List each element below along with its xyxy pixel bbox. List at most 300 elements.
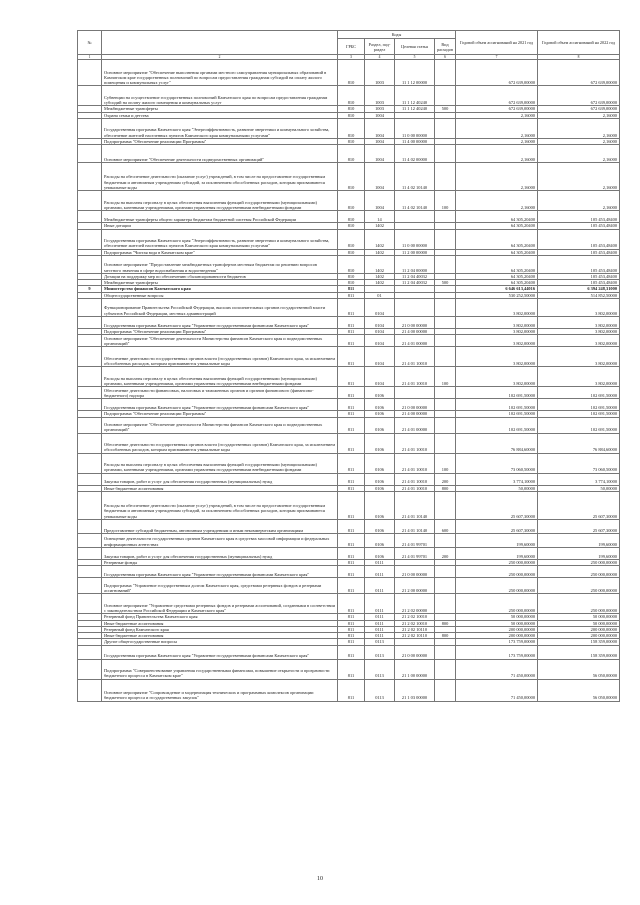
row-volume-2021: 2,16000 xyxy=(456,119,538,139)
row-volume-2021: 2,16000 xyxy=(456,163,538,191)
row-number xyxy=(78,86,102,106)
header-name xyxy=(102,31,338,55)
row-number xyxy=(78,335,102,347)
table-row xyxy=(78,86,620,106)
row-volume-2021: 530 252,50000 xyxy=(456,292,538,298)
table-row xyxy=(78,211,620,223)
index-cell: 2 xyxy=(102,55,338,60)
row-volume-2021: 2,16000 xyxy=(456,139,538,145)
row-section: 1004 xyxy=(365,145,395,163)
row-target-article: 21 4 01 00000 xyxy=(395,417,435,433)
row-volume-2021: 50 000,00000 xyxy=(456,614,538,620)
row-section: 1402 xyxy=(365,223,395,229)
row-volume-2021: 64 305,20400 xyxy=(456,229,538,249)
row-expense-type xyxy=(435,335,456,347)
header-expense-type: Вид расходов xyxy=(435,39,456,55)
row-volume-2021: 71 450,00000 xyxy=(456,659,538,679)
row-section: 1402 xyxy=(365,249,395,255)
row-name: Закупка товаров, работ и услуг для обеспечения государственных (муниципальных) нужд xyxy=(102,473,338,485)
row-name: Закупка товаров, работ и услуг для обеспечения государственных (муниципальных) нужд xyxy=(102,547,338,559)
row-grbs: 811 xyxy=(338,566,365,578)
row-volume-2021: 672 639,00000 xyxy=(456,106,538,112)
row-expense-type xyxy=(435,163,456,191)
row-grbs: 811 xyxy=(338,417,365,433)
row-name: Обеспечение деятельности государственных органов власти (государственных органов) Камчатского края, за исключением обособленных расходов, которым присваиваются уникальные коды xyxy=(102,433,338,453)
row-grbs: 810 xyxy=(338,163,365,191)
row-volume-2022: 200 000,00000 xyxy=(538,626,620,632)
row-volume-2021: 102 691,50000 xyxy=(456,411,538,417)
row-volume-2022: 250 000,00000 xyxy=(538,594,620,614)
row-volume-2021: 199,60000 xyxy=(456,533,538,547)
row-volume-2021: 102 691,50000 xyxy=(456,387,538,399)
row-volume-2022: 2,16000 xyxy=(538,119,620,139)
row-expense-type: 800 xyxy=(435,485,456,491)
row-volume-2021: 199,60000 xyxy=(456,547,538,559)
row-grbs: 811 xyxy=(338,645,365,659)
row-target-article: 21 2 02 10010 xyxy=(395,614,435,620)
row-target-article: 21 4 01 10010 xyxy=(395,347,435,367)
row-grbs: 811 xyxy=(338,633,365,639)
row-grbs: 811 xyxy=(338,626,365,632)
row-name: Субвенции на осуществление государственных полномочий Камчатского края по вопросам предоставления гражданам субсидий на оплату жилого помещения и коммунальных услуг xyxy=(102,86,338,106)
row-section: 0104 xyxy=(365,347,395,367)
row-target-article: 11 2 00 00000 xyxy=(395,249,435,255)
row-number xyxy=(78,211,102,223)
table-row xyxy=(78,347,620,367)
row-volume-2021: 64 305,20400 xyxy=(456,211,538,223)
row-grbs: 810 xyxy=(338,249,365,255)
row-volume-2022: 105 453,48400 xyxy=(538,249,620,255)
row-volume-2021: 250 000,00000 xyxy=(456,594,538,614)
row-expense-type: 100 xyxy=(435,453,456,473)
row-name: Иные дотации xyxy=(102,223,338,229)
index-cell: 1 xyxy=(78,55,102,60)
row-name: Освещение деятельности государственных органов Камчатского края в средствах массовой информации и федеральных информационных агентствах xyxy=(102,533,338,547)
row-section: 0113 xyxy=(365,639,395,645)
row-volume-2021: 64 305,20400 xyxy=(456,280,538,286)
row-expense-type xyxy=(435,659,456,679)
row-expense-type xyxy=(435,533,456,547)
table-row xyxy=(78,335,620,347)
row-number xyxy=(78,566,102,578)
row-target-article xyxy=(395,387,435,399)
row-section: 0111 xyxy=(365,566,395,578)
row-volume-2022: 6 394 248,31000 xyxy=(538,286,620,292)
row-volume-2022: 76 884,60000 xyxy=(538,433,620,453)
row-section: 0111 xyxy=(365,626,395,632)
row-grbs: 810 xyxy=(338,280,365,286)
row-name: Государственная программа Камчатского края "Управление государственными финансами Камчатского края" xyxy=(102,399,338,411)
row-section: 0106 xyxy=(365,453,395,473)
row-volume-2021: 2,16000 xyxy=(456,112,538,118)
row-grbs: 811 xyxy=(338,399,365,411)
row-number xyxy=(78,255,102,273)
table-row xyxy=(78,255,620,273)
row-name: Подпрограмма "Управление государственным долгом Камчатского края, средствами резервных фондов и резервами ассигнований" xyxy=(102,578,338,594)
row-expense-type xyxy=(435,387,456,399)
row-target-article: 21 1 00 00000 xyxy=(395,659,435,679)
row-number xyxy=(78,547,102,559)
row-grbs: 811 xyxy=(338,433,365,453)
row-grbs: 811 xyxy=(338,533,365,547)
row-section: 0104 xyxy=(365,317,395,329)
row-volume-2021: 672 639,00000 xyxy=(456,60,538,86)
header-section: Раздел, под-раздел xyxy=(365,39,395,55)
row-volume-2022: 102 691,50000 xyxy=(538,387,620,399)
table-row xyxy=(78,229,620,249)
row-section: 0111 xyxy=(365,614,395,620)
row-section: 0104 xyxy=(365,335,395,347)
index-cell: 8 xyxy=(538,55,620,60)
row-volume-2021: 102 691,50000 xyxy=(456,417,538,433)
row-target-article: 11 4 00 00000 xyxy=(395,139,435,145)
row-name: Резервные фонды xyxy=(102,559,338,565)
row-name: Расходы на выплаты персоналу в целях обеспечения выполнения функций государственными (муниципальными) органами, казенными учреждениями, органами управления государственными внебюджетными фондами xyxy=(102,191,338,211)
row-section: 0106 xyxy=(365,473,395,485)
row-section: 0106 xyxy=(365,547,395,559)
row-volume-2021: 3 802,00000 xyxy=(456,317,538,329)
row-grbs: 810 xyxy=(338,86,365,106)
row-volume-2021: 25 607,30000 xyxy=(456,519,538,533)
index-cell: 4 xyxy=(365,55,395,60)
row-target-article xyxy=(395,299,435,317)
row-volume-2022: 2,16000 xyxy=(538,163,620,191)
row-section: 1004 xyxy=(365,119,395,139)
header-grbs: ГРБС xyxy=(338,39,365,55)
row-number xyxy=(78,453,102,473)
table-row xyxy=(78,387,620,399)
row-grbs: 811 xyxy=(338,491,365,519)
row-volume-2021: 200 000,00000 xyxy=(456,633,538,639)
row-expense-type: 800 xyxy=(435,633,456,639)
row-target-article: 21 4 01 10140 xyxy=(395,519,435,533)
row-volume-2021: 3 802,00000 xyxy=(456,299,538,317)
row-target-article: 21 4 01 10010 xyxy=(395,367,435,387)
row-number xyxy=(78,145,102,163)
row-target-article: 11 4 02 10140 xyxy=(395,191,435,211)
row-expense-type: 200 xyxy=(435,473,456,485)
row-name: Функционирование Правительства Российской Федерации, высших исполнительных органов государственной власти субъектов Российской Федерации, местных администраций xyxy=(102,299,338,317)
row-volume-2022: 514 852,50000 xyxy=(538,292,620,298)
row-number xyxy=(78,191,102,211)
table-row xyxy=(78,519,620,533)
table-row xyxy=(78,659,620,679)
row-grbs: 811 xyxy=(338,485,365,491)
row-volume-2022: 105 453,48400 xyxy=(538,211,620,223)
row-name: Резервный фонд Камчатского края xyxy=(102,626,338,632)
row-grbs: 810 xyxy=(338,191,365,211)
table-body xyxy=(78,60,620,701)
row-name: Расходы на выплаты персоналу в целях обеспечения выполнения функций государственными (муниципальными) органами, казенными учреждениями, органами управления государственными внебюджетными фондами xyxy=(102,367,338,387)
row-number xyxy=(78,519,102,533)
row-volume-2021: 3 802,00000 xyxy=(456,335,538,347)
row-volume-2022: 105 453,48400 xyxy=(538,229,620,249)
row-volume-2022: 50,00000 xyxy=(538,485,620,491)
row-grbs: 810 xyxy=(338,229,365,249)
row-expense-type xyxy=(435,645,456,659)
row-section: 0106 xyxy=(365,433,395,453)
row-section: 0106 xyxy=(365,485,395,491)
row-volume-2021: 2,16000 xyxy=(456,145,538,163)
row-section: 0104 xyxy=(365,329,395,335)
row-name: Межбюджетные трансферты xyxy=(102,280,338,286)
table-row xyxy=(78,645,620,659)
row-grbs: 810 xyxy=(338,211,365,223)
row-volume-2021: 250 000,00000 xyxy=(456,566,538,578)
row-grbs: 811 xyxy=(338,594,365,614)
row-expense-type: 100 xyxy=(435,191,456,211)
row-target-article: 21 4 01 10010 xyxy=(395,453,435,473)
table-header xyxy=(78,31,620,60)
row-name: Государственная программа Камчатского края "Управление государственными финансами Камчатского края" xyxy=(102,317,338,329)
row-name: Предоставление субсидий бюджетным, автономным учреждениям и иным некоммерческим организациям xyxy=(102,519,338,533)
table-row xyxy=(78,594,620,614)
row-name: Межбюджетные трансферты xyxy=(102,106,338,112)
row-name: Расходы на обеспечение деятельности (оказание услуг) учреждений, в том числе на предоставление государственным бюджетным и автономным учреждениям субсидий, за исключением обособленных расходов, которым присваиваются уникальные коды xyxy=(102,163,338,191)
row-target-article: 21 1 03 00000 xyxy=(395,679,435,701)
row-name: Государственная программа Камчатского края "Энергоэффективность, развитие энергетики и коммунального хозяйства, обеспечение жителей населенных пунктов Камчатского края коммунальными услугами" xyxy=(102,229,338,249)
row-expense-type xyxy=(435,119,456,139)
row-target-article: 21 2 02 00000 xyxy=(395,594,435,614)
row-volume-2022: 672 639,00000 xyxy=(538,86,620,106)
table-row xyxy=(78,679,620,701)
row-name: Резервный фонд Правительства Камчатского края xyxy=(102,614,338,620)
row-number xyxy=(78,119,102,139)
row-grbs: 811 xyxy=(338,367,365,387)
row-volume-2021: 76 884,60000 xyxy=(456,433,538,453)
row-target-article: 21 4 01 10010 xyxy=(395,485,435,491)
row-expense-type xyxy=(435,86,456,106)
row-grbs: 811 xyxy=(338,659,365,679)
table-row xyxy=(78,119,620,139)
row-grbs: 810 xyxy=(338,106,365,112)
row-section: 1402 xyxy=(365,280,395,286)
row-volume-2022: 3 802,00000 xyxy=(538,299,620,317)
row-name: Дотации на поддержку мер по обеспечению сбалансированности бюджетов xyxy=(102,273,338,279)
row-volume-2021: 64 305,20400 xyxy=(456,223,538,229)
index-cell: 3 xyxy=(338,55,365,60)
row-volume-2022: 25 607,30000 xyxy=(538,519,620,533)
row-number xyxy=(78,367,102,387)
row-section: 1402 xyxy=(365,229,395,249)
row-name: Охрана семьи и детства xyxy=(102,112,338,118)
row-volume-2021: 3 802,00000 xyxy=(456,367,538,387)
row-name: Основное мероприятие "Обеспечение выполнения органами местного самоуправления муниципальных образований в Камчатском крае государственных полномочий по вопросам предоставления гражданам субсидий на оплату жилого помещения и коммунальных услуг" xyxy=(102,60,338,86)
row-grbs: 811 xyxy=(338,347,365,367)
row-grbs: 811 xyxy=(338,299,365,317)
table-row xyxy=(78,60,620,86)
row-expense-type: 200 xyxy=(435,547,456,559)
row-target-article: 21 0 00 00000 xyxy=(395,645,435,659)
row-volume-2022: 102 691,50000 xyxy=(538,399,620,411)
table-row xyxy=(78,367,620,387)
row-volume-2022: 3 774,10000 xyxy=(538,473,620,485)
row-grbs: 811 xyxy=(338,387,365,399)
row-expense-type xyxy=(435,60,456,86)
row-target-article: 21 2 00 00000 xyxy=(395,578,435,594)
table-row xyxy=(78,473,620,485)
row-number xyxy=(78,229,102,249)
row-section: 1402 xyxy=(365,273,395,279)
row-target-article: 11 1 12 00000 xyxy=(395,60,435,86)
row-section: 0113 xyxy=(365,659,395,679)
row-name: Основное мероприятие "Управление средствами резервных фондов и резервами ассигнований, созданными в соответствии с законодательством Российской Федерации и Камчатского края" xyxy=(102,594,338,614)
row-volume-2022: 50 000,00000 xyxy=(538,614,620,620)
row-number: 9 xyxy=(78,286,102,292)
row-section: 1003 xyxy=(365,106,395,112)
table-row xyxy=(78,547,620,559)
row-target-article: 21 4 01 99701 xyxy=(395,533,435,547)
row-section: 0106 xyxy=(365,417,395,433)
row-expense-type xyxy=(435,399,456,411)
row-target-article: 21 4 00 00000 xyxy=(395,329,435,335)
row-expense-type xyxy=(435,566,456,578)
row-volume-2022: 2,16000 xyxy=(538,191,620,211)
row-name: Основное мероприятие "Обеспечение деятельности подведомственных организаций" xyxy=(102,145,338,163)
table-row xyxy=(78,566,620,578)
row-name: Подпрограмма "Обеспечение реализации Программы" xyxy=(102,139,338,145)
table-row xyxy=(78,578,620,594)
row-grbs: 811 xyxy=(338,620,365,626)
row-number xyxy=(78,347,102,367)
row-target-article: 21 2 02 10010 xyxy=(395,620,435,626)
row-volume-2022: 102 691,50000 xyxy=(538,417,620,433)
row-section: 0113 xyxy=(365,679,395,701)
row-name: Основное мероприятие "Обеспечение деятельности Министерства финансов Камчатского края и подведомственных организаций" xyxy=(102,417,338,433)
row-volume-2022: 2,16000 xyxy=(538,139,620,145)
row-expense-type xyxy=(435,299,456,317)
budget-table xyxy=(77,30,620,702)
row-volume-2021: 173 759,00000 xyxy=(456,645,538,659)
table-row xyxy=(78,417,620,433)
row-volume-2022: 250 000,00000 xyxy=(538,566,620,578)
row-name: Основное мероприятие "Сопровождение и модернизация технических и программных комплексов организации бюджетного процесса и государственных закупок" xyxy=(102,679,338,701)
row-number xyxy=(78,399,102,411)
header-number: № xyxy=(78,31,102,55)
row-section: 1004 xyxy=(365,139,395,145)
row-number xyxy=(78,60,102,86)
row-section: 0111 xyxy=(365,578,395,594)
row-name: Государственная программа Камчатского края "Энергоэффективность, развитие энергетики и коммунального хозяйства, обеспечение жителей населенных пунктов Камчатского края коммунальными услугами" xyxy=(102,119,338,139)
row-grbs: 811 xyxy=(338,411,365,417)
row-target-article: 11 1 12 40240 xyxy=(395,86,435,106)
row-section: 1402 xyxy=(365,255,395,273)
index-cell: 7 xyxy=(456,55,538,60)
row-volume-2022: 105 453,48400 xyxy=(538,280,620,286)
row-grbs: 810 xyxy=(338,112,365,118)
row-target-article: 21 0 00 00000 xyxy=(395,566,435,578)
row-volume-2022: 2,16000 xyxy=(538,145,620,163)
row-expense-type xyxy=(435,145,456,163)
row-target-article: 11 4 02 00000 xyxy=(395,145,435,163)
row-target-article: 21 2 02 10110 xyxy=(395,633,435,639)
row-name: Межбюджетные трансферты общего характера бюджетам бюджетной системы Российской Федерации xyxy=(102,211,338,223)
row-volume-2021: 3 802,00000 xyxy=(456,329,538,335)
row-grbs: 811 xyxy=(338,286,365,292)
row-number xyxy=(78,417,102,433)
row-expense-type: 800 xyxy=(435,620,456,626)
row-grbs: 811 xyxy=(338,639,365,645)
header-volume-2022: Годовой объем ассигнований на 2022 год xyxy=(538,31,620,55)
row-name: Основное мероприятие "Предоставление межбюджетных трансфертов местным бюджетам по решению вопросов местного значения в сфере водоснабжения и водоотведения" xyxy=(102,255,338,273)
row-target-article: 21 4 01 00000 xyxy=(395,335,435,347)
row-volume-2022: 250 000,00000 xyxy=(538,559,620,565)
table-row xyxy=(78,433,620,453)
row-expense-type xyxy=(435,594,456,614)
row-name: Министерство финансов Камчатского края xyxy=(102,286,338,292)
row-volume-2021: 6 646 613,44016 xyxy=(456,286,538,292)
row-volume-2021: 73 060,50000 xyxy=(456,453,538,473)
row-volume-2022: 3 802,00000 xyxy=(538,367,620,387)
row-section: 1003 xyxy=(365,86,395,106)
row-section: 0106 xyxy=(365,411,395,417)
row-grbs: 810 xyxy=(338,119,365,139)
row-name: Другие общегосударственные вопросы xyxy=(102,639,338,645)
row-section: 0106 xyxy=(365,399,395,411)
row-grbs: 811 xyxy=(338,473,365,485)
row-volume-2022: 3 802,00000 xyxy=(538,329,620,335)
row-number xyxy=(78,491,102,519)
row-volume-2022: 56 050,00000 xyxy=(538,659,620,679)
row-name: Подпрограмма "Совершенствование управления государственными финансами, повышение открытости и прозрачности бюджетного процесса в Камчатском крае" xyxy=(102,659,338,679)
row-number xyxy=(78,473,102,485)
row-section: 0111 xyxy=(365,633,395,639)
row-grbs: 811 xyxy=(338,679,365,701)
row-volume-2021: 64 305,20400 xyxy=(456,249,538,255)
row-number xyxy=(78,299,102,317)
row-volume-2022: 250 000,00000 xyxy=(538,578,620,594)
row-name: Расходы на выплаты персоналу в целях обеспечения выполнения функций государственными (муниципальными) органами, казенными учреждениями, органами управления государственными внебюджетными фондами xyxy=(102,453,338,473)
row-volume-2022: 158 359,00000 xyxy=(538,645,620,659)
row-name: Иные бюджетные ассигнования xyxy=(102,620,338,626)
row-number xyxy=(78,533,102,547)
row-volume-2021: 3 802,00000 xyxy=(456,347,538,367)
row-name: Основное мероприятие "Обеспечение деятельности Министерства финансов Камчатского края и подведомственных организаций" xyxy=(102,335,338,347)
row-expense-type xyxy=(435,255,456,273)
row-grbs: 811 xyxy=(338,335,365,347)
row-expense-type: 600 xyxy=(435,519,456,533)
row-volume-2021: 64 305,20400 xyxy=(456,255,538,273)
row-grbs: 811 xyxy=(338,453,365,473)
row-volume-2022: 2,16000 xyxy=(538,112,620,118)
row-volume-2022: 50 000,00000 xyxy=(538,620,620,626)
row-volume-2022: 3 802,00000 xyxy=(538,335,620,347)
row-section: 0111 xyxy=(365,620,395,626)
row-target-article: 21 4 01 10010 xyxy=(395,433,435,453)
row-section: 0106 xyxy=(365,387,395,399)
row-section: 0111 xyxy=(365,559,395,565)
row-section: 1004 xyxy=(365,163,395,191)
row-volume-2021: 173 759,00000 xyxy=(456,639,538,645)
row-grbs: 811 xyxy=(338,547,365,559)
table-row xyxy=(78,163,620,191)
row-name: Государственная программа Камчатского края "Управление государственными финансами Камчатского края" xyxy=(102,645,338,659)
row-volume-2022: 56 050,00000 xyxy=(538,679,620,701)
row-volume-2021: 2,16000 xyxy=(456,191,538,211)
row-name: Подпрограмма "Чистая вода в Камчатском крае" xyxy=(102,249,338,255)
row-volume-2021: 250 000,00000 xyxy=(456,559,538,565)
row-volume-2022: 200 000,00000 xyxy=(538,633,620,639)
row-target-article: 11 0 00 00000 xyxy=(395,119,435,139)
row-section: 0104 xyxy=(365,367,395,387)
row-volume-2022: 25 607,30000 xyxy=(538,491,620,519)
row-target-article: 11 1 12 40240 xyxy=(395,106,435,112)
table-row xyxy=(78,191,620,211)
header-target: Целевая статья xyxy=(395,39,435,55)
row-grbs: 810 xyxy=(338,223,365,229)
row-name: Общегосударственные вопросы xyxy=(102,292,338,298)
row-section: 1004 xyxy=(365,191,395,211)
